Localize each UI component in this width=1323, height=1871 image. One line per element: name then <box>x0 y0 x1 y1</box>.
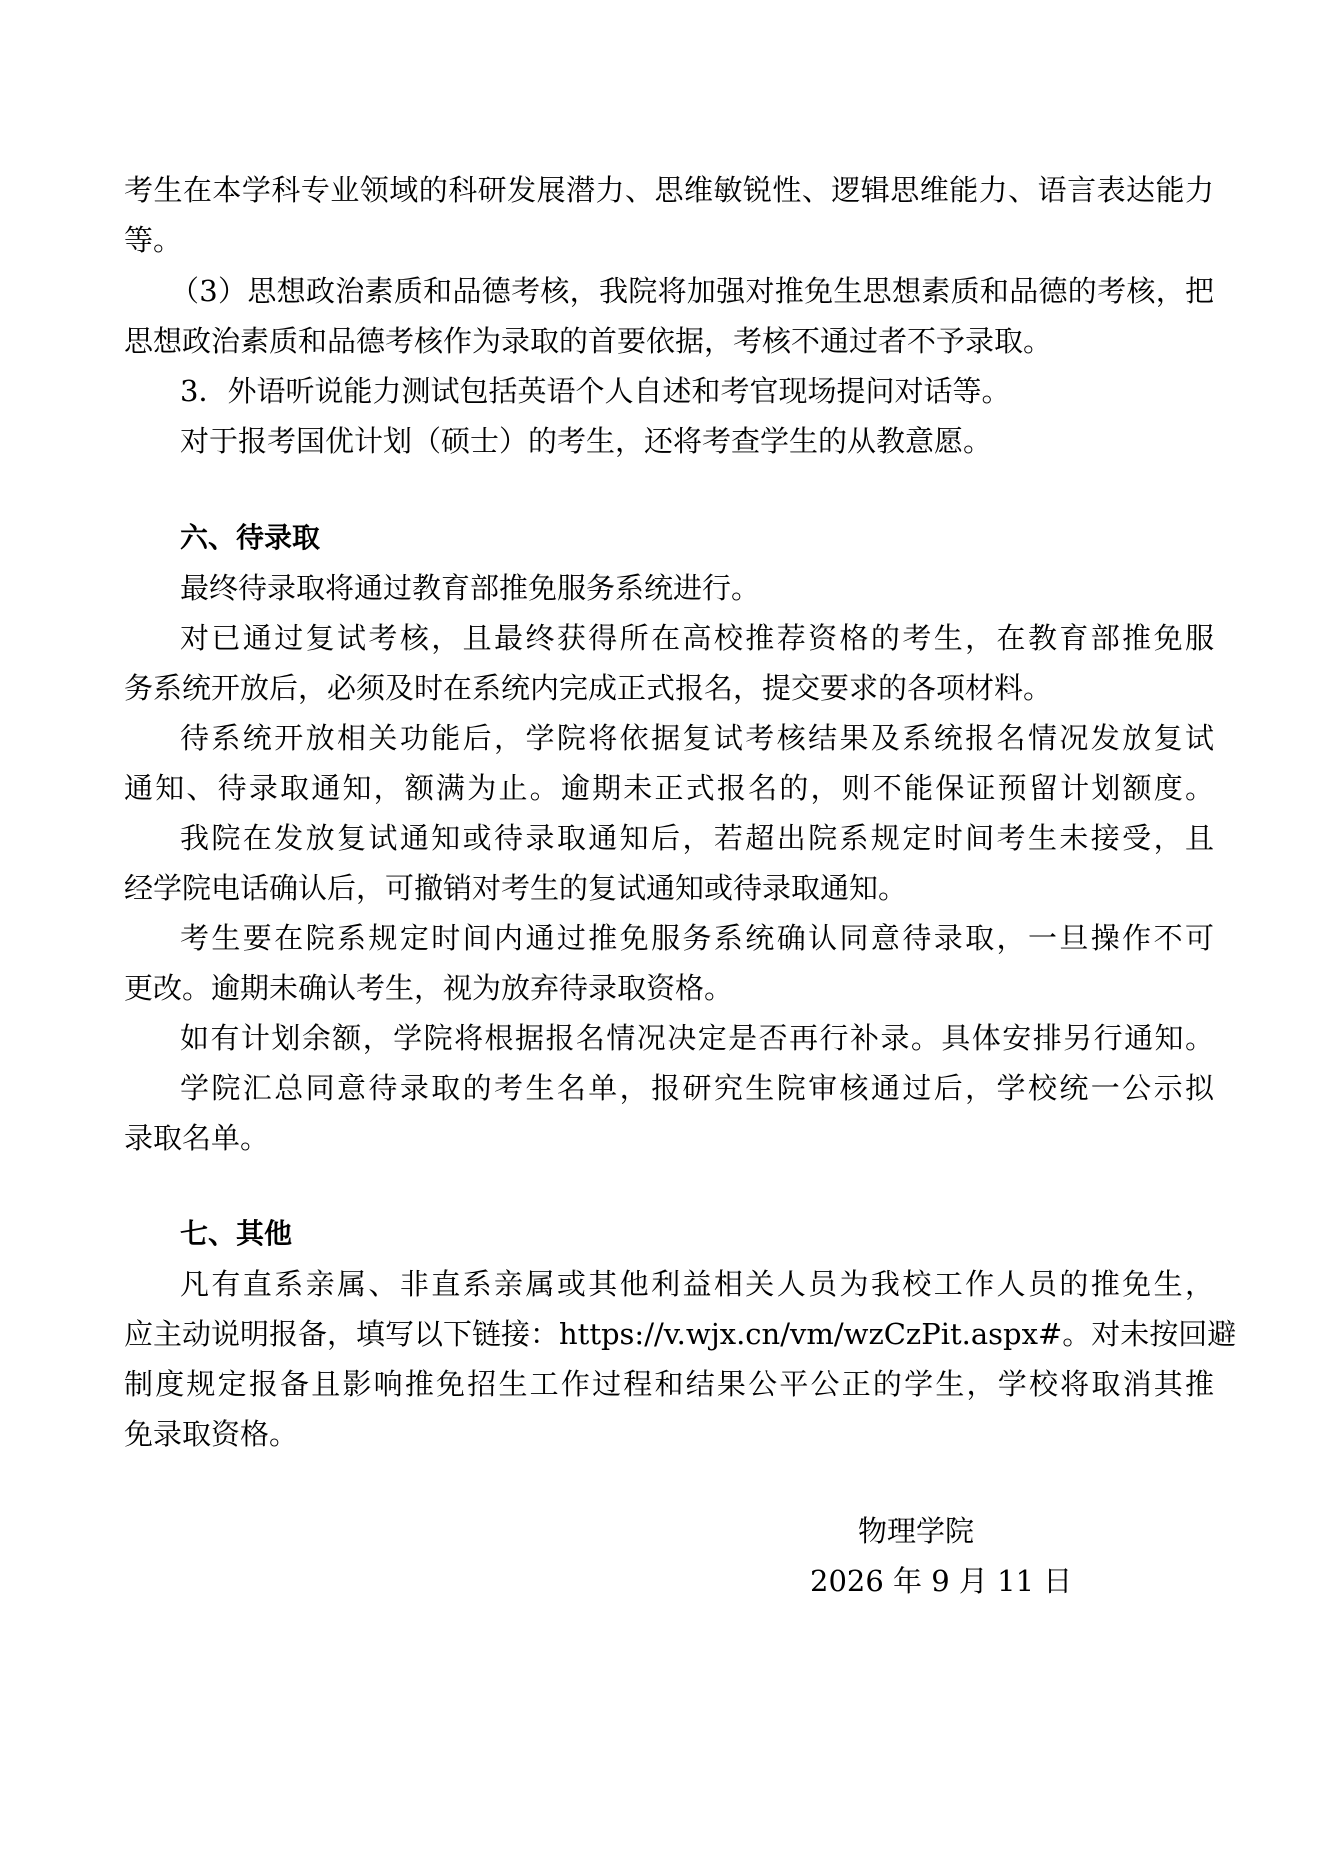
signature-org: 物理学院 <box>858 1514 975 1548</box>
paragraph-line: 考生要在院系规定时间内通过推免服务系统确认同意待录取，一旦操作不可 <box>180 921 1214 955</box>
paragraph-line: 学院汇总同意待录取的考生名单，报研究生院审核通过后，学校统一公示拟 <box>180 1071 1214 1105</box>
paragraph-line: （3）思想政治素质和品德考核，我院将加强对推免生思想素质和品德的考核，把 <box>170 274 1214 308</box>
paragraph-line: 思想政治素质和品德考核作为录取的首要依据，考核不通过者不予录取。 <box>124 324 1053 358</box>
paragraph-line: 制度规定报备且影响推免招生工作过程和结果公平公正的学生，学校将取消其推 <box>124 1367 1214 1401</box>
paragraph-line: 录取名单。 <box>124 1121 270 1155</box>
paragraph-line: 待系统开放相关功能后，学院将依据复试考核结果及系统报名情况发放复试 <box>180 721 1214 755</box>
paragraph-line: 凡有直系亲属、非直系亲属或其他利益相关人员为我校工作人员的推免生， <box>180 1267 1214 1301</box>
paragraph-line: 我院在发放复试通知或待录取通知后，若超出院系规定时间考生未接受，且 <box>180 821 1214 855</box>
paragraph-line: 通知、待录取通知，额满为止。逾期未正式报名的，则不能保证预留计划额度。 <box>124 771 1214 805</box>
paragraph-line: 务系统开放后，必须及时在系统内完成正式报名，提交要求的各项材料。 <box>124 671 1053 705</box>
paragraph-line: 如有计划余额，学院将根据报名情况决定是否再行补录。具体安排另行通知。 <box>180 1021 1214 1055</box>
paragraph-line: 等。 <box>124 223 183 257</box>
paragraph-line: 经学院电话确认后，可撤销对考生的复试通知或待录取通知。 <box>124 871 908 905</box>
paragraph-line: 最终待录取将通过教育部推免服务系统进行。 <box>180 571 761 605</box>
section-heading: 七、其他 <box>180 1217 293 1250</box>
section-heading: 六、待录取 <box>180 521 321 554</box>
paragraph-line: 对已通过复试考核，且最终获得所在高校推荐资格的考生，在教育部推免服 <box>180 621 1214 655</box>
paragraph-line: 对于报考国优计划（硕士）的考生，还将考查学生的从教意愿。 <box>180 424 993 458</box>
paragraph-line: 更改。逾期未确认考生，视为放弃待录取资格。 <box>124 971 734 1005</box>
paragraph-line: 免录取资格。 <box>124 1417 299 1451</box>
paragraph-line: 3．外语听说能力测试包括英语个人自述和考官现场提问对话等。 <box>180 374 1011 408</box>
signature-date: 2026 年 9 月 11 日 <box>810 1564 1073 1598</box>
paragraph-line: 考生在本学科专业领域的科研发展潜力、思维敏锐性、逻辑思维能力、语言表达能力 <box>124 173 1214 207</box>
paragraph-line: 应主动说明报备，填写以下链接：https://v.wjx.cn/vm/wzCzPit.aspx#。对未按回避 <box>124 1317 1237 1351</box>
